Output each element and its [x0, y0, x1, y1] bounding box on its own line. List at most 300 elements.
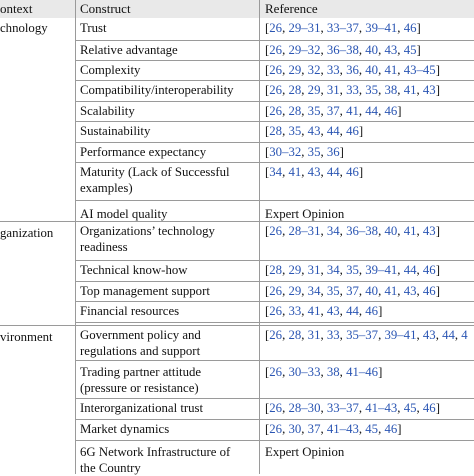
citation-link[interactable]: 33	[288, 304, 301, 318]
reference-text: ,	[282, 43, 288, 57]
reference-text: ,	[301, 145, 307, 159]
reference-text: ,	[301, 83, 307, 97]
header-construct: Construct	[80, 0, 131, 17]
citation-link[interactable]: 37	[327, 104, 340, 118]
citation-link[interactable]: 44	[404, 263, 417, 277]
citation-link[interactable]: 46	[384, 422, 397, 436]
reference-text: ]	[359, 165, 363, 179]
row-divider	[75, 360, 474, 361]
construct-cell	[80, 445, 230, 476]
construct-text: examples)	[80, 181, 230, 197]
reference-text: ,	[282, 165, 288, 179]
citation-link[interactable]: 36–38	[346, 224, 378, 238]
column-divider-reference	[259, 0, 260, 474]
construct-text: Trust	[80, 21, 107, 37]
header-context: ontext	[0, 0, 33, 17]
citation-link[interactable]: 28	[288, 328, 301, 342]
reference-text: ,	[340, 165, 346, 179]
reference-text: ,	[320, 224, 326, 238]
reference-text: ,	[340, 263, 346, 277]
reference-text: ,	[340, 63, 346, 77]
reference-text: ]	[416, 21, 420, 35]
citation-link[interactable]: 36	[327, 145, 340, 159]
citation-link[interactable]: 29	[288, 263, 301, 277]
citation-link[interactable]: 45	[365, 422, 378, 436]
citation-link[interactable]: 34	[327, 263, 340, 277]
citation-link[interactable]: 40	[365, 43, 378, 57]
citation-link[interactable]: 26	[269, 422, 282, 436]
row-divider	[75, 200, 474, 201]
citation-link[interactable]: 33	[327, 63, 340, 77]
context-label: ganization	[0, 226, 53, 242]
reference-text: ,	[359, 304, 365, 318]
citation-link[interactable]: 35	[308, 104, 321, 118]
citation-link[interactable]: 41	[308, 304, 321, 318]
row-divider	[75, 440, 474, 441]
reference-text: [	[265, 43, 269, 57]
column-divider-context	[75, 0, 76, 474]
citation-link[interactable]: 36	[346, 63, 359, 77]
construct-text: Technical know-how	[80, 263, 188, 279]
reference-text: ,	[378, 43, 384, 57]
citation-link[interactable]: 38	[327, 365, 340, 379]
citation-link[interactable]: 44	[442, 328, 455, 342]
reference-text: ,	[282, 263, 288, 277]
citation-link[interactable]: 29–32	[288, 43, 320, 57]
reference-text: ]	[359, 124, 363, 138]
reference-text: ,	[282, 328, 288, 342]
row-divider	[75, 60, 474, 61]
row-divider	[75, 322, 474, 323]
citation-link[interactable]: 26	[269, 304, 282, 318]
reference-cell	[265, 21, 421, 37]
group-divider	[0, 325, 474, 326]
citation-link[interactable]: 39–41	[384, 328, 416, 342]
citation-link[interactable]: 33–37	[327, 21, 359, 35]
reference-text: ,	[340, 224, 346, 238]
citation-link[interactable]: 35	[365, 83, 378, 97]
citation-link[interactable]: 46	[423, 401, 436, 415]
citation-link[interactable]: 43	[384, 43, 397, 57]
citation-link[interactable]: 41–43	[365, 401, 397, 415]
citation-link[interactable]: 46	[346, 165, 359, 179]
citation-link[interactable]: 31	[327, 83, 340, 97]
citation-link[interactable]: 31	[308, 328, 321, 342]
construct-cell	[80, 43, 178, 59]
row-divider	[75, 260, 474, 261]
reference-text: ,	[340, 328, 346, 342]
reference-text: ]	[436, 224, 440, 238]
construct-text: Market dynamics	[80, 422, 169, 438]
citation-link[interactable]: 41	[384, 284, 397, 298]
reference-text: ,	[320, 328, 326, 342]
citation-link[interactable]: 31	[308, 263, 321, 277]
construct-cell	[80, 328, 201, 359]
reference-text: [	[265, 224, 269, 238]
citation-link[interactable]: 34	[308, 284, 321, 298]
row-divider	[75, 221, 474, 222]
citation-link[interactable]: 43–45	[404, 63, 436, 77]
construct-text: (pressure or resistance)	[80, 381, 201, 397]
reference-text: ,	[359, 43, 365, 57]
reference-text: ,	[320, 284, 326, 298]
reference-text: ,	[340, 284, 346, 298]
header-reference: Reference	[265, 0, 318, 17]
reference-text: ,	[378, 328, 384, 342]
citation-link[interactable]: 26	[269, 328, 282, 342]
context-label: vironment	[0, 330, 53, 346]
reference-text: ,	[301, 63, 307, 77]
row-divider	[75, 398, 474, 399]
citation-link[interactable]: 26	[269, 21, 282, 35]
reference-text: ]	[378, 365, 382, 379]
citation-link[interactable]: 43	[327, 304, 340, 318]
reference-text: ,	[340, 365, 346, 379]
construct-text: readiness	[80, 240, 215, 256]
construct-cell	[80, 365, 201, 396]
citation-link[interactable]: 37	[346, 284, 359, 298]
construct-cell	[80, 422, 169, 438]
construct-cell	[80, 263, 188, 279]
construct-text: Interorganizational trust	[80, 401, 203, 417]
reference-text: [	[265, 284, 269, 298]
reference-text: ,	[282, 401, 288, 415]
reference-text: ,	[378, 83, 384, 97]
reference-text: ,	[320, 145, 326, 159]
reference-cell	[265, 401, 440, 417]
citation-link[interactable]: 46	[384, 104, 397, 118]
reference-text: ,	[282, 124, 288, 138]
citation-link[interactable]: 34	[269, 165, 282, 179]
reference-cell	[265, 263, 440, 279]
citation-link[interactable]: 34	[327, 224, 340, 238]
construct-text: the Country	[80, 461, 230, 476]
construct-text: Compatibility/interoperability	[80, 83, 234, 99]
reference-text: ,	[301, 304, 307, 318]
reference-text: ,	[340, 83, 346, 97]
citation-link[interactable]: 28–31	[288, 224, 320, 238]
citation-link[interactable]: 41–43	[327, 422, 359, 436]
reference-text: [	[265, 21, 269, 35]
reference-text: [	[265, 145, 269, 159]
reference-text: ,	[282, 104, 288, 118]
construct-text: 6G Network Infrastructure of	[80, 445, 230, 461]
citation-link[interactable]: 29–31	[288, 21, 320, 35]
citation-link[interactable]: 35	[288, 124, 301, 138]
citation-link[interactable]: 43	[423, 328, 436, 342]
construct-cell	[80, 165, 230, 196]
reference-text: ,	[282, 63, 288, 77]
reference-cell	[265, 422, 402, 438]
reference-text: [	[265, 304, 269, 318]
citation-link[interactable]: 30	[288, 422, 301, 436]
reference-text: ,	[359, 104, 365, 118]
citation-link[interactable]: 28	[288, 83, 301, 97]
construct-text: Sustainability	[80, 124, 150, 140]
citation-link[interactable]: 26	[269, 43, 282, 57]
citation-link[interactable]: 26	[269, 224, 282, 238]
reference-cell	[265, 365, 382, 381]
reference-text: ,	[397, 21, 403, 35]
reference-text: ,	[359, 63, 365, 77]
reference-text: ,	[282, 365, 288, 379]
citation-link[interactable]: 46	[404, 21, 417, 35]
citation-link[interactable]: 29	[288, 284, 301, 298]
reference-text: ,	[416, 401, 422, 415]
reference-text: ,	[320, 43, 326, 57]
reference-text: ,	[359, 422, 365, 436]
citation-link[interactable]: 43	[308, 124, 321, 138]
citation-link[interactable]: 41–46	[346, 365, 378, 379]
construct-cell	[80, 224, 215, 255]
citation-link[interactable]: 46	[423, 263, 436, 277]
reference-text: ,	[320, 63, 326, 77]
reference-text: ,	[397, 224, 403, 238]
citation-link[interactable]: 44	[346, 304, 359, 318]
construct-text: AI model quality	[80, 207, 167, 223]
reference-text: [	[265, 365, 269, 379]
reference-text: ,	[282, 224, 288, 238]
citation-link[interactable]: 41	[288, 165, 301, 179]
citation-link[interactable]: 26	[269, 401, 282, 415]
reference-text: ,	[436, 328, 442, 342]
reference-text: ,	[282, 304, 288, 318]
reference-text: ,	[340, 104, 346, 118]
reference-text: ,	[416, 263, 422, 277]
construct-text: Scalability	[80, 104, 135, 120]
citation-link[interactable]: 30–33	[288, 365, 320, 379]
construct-text: Performance expectancy	[80, 145, 206, 161]
citation-link[interactable]: 39–41	[365, 263, 397, 277]
construct-cell	[80, 63, 140, 79]
reference-text: ]	[436, 401, 440, 415]
citation-link[interactable]: 41	[404, 83, 417, 97]
reference-text: Expert Opinion	[265, 445, 344, 459]
construct-cell	[80, 145, 206, 161]
reference-text: ]	[436, 263, 440, 277]
reference-text: ,	[282, 83, 288, 97]
citation-link[interactable]: 30–32	[269, 145, 301, 159]
citation-link[interactable]: 44	[327, 124, 340, 138]
citation-link[interactable]: 26	[269, 284, 282, 298]
reference-text: ,	[378, 224, 384, 238]
reference-text: ,	[397, 263, 403, 277]
citation-link[interactable]: 43	[423, 83, 436, 97]
row-divider	[75, 142, 474, 143]
reference-cell	[265, 145, 344, 161]
context-label: chnology	[0, 21, 48, 37]
reference-text: ,	[359, 21, 365, 35]
citation-link[interactable]: 44	[327, 165, 340, 179]
reference-cell	[265, 63, 440, 79]
construct-text: Organizations’ technology	[80, 224, 215, 240]
citation-link[interactable]: 45	[404, 43, 417, 57]
reference-text: ]	[416, 43, 420, 57]
citation-link[interactable]: 39–41	[365, 21, 397, 35]
reference-text: ,	[416, 224, 422, 238]
reference-text: ,	[340, 124, 346, 138]
reference-text: ,	[282, 422, 288, 436]
reference-cell	[265, 165, 363, 181]
citation-link[interactable]: 33–37	[327, 401, 359, 415]
reference-text: ]	[436, 83, 440, 97]
construct-text: Complexity	[80, 63, 140, 79]
reference-text: [	[265, 63, 269, 77]
citation-link[interactable]: 43	[404, 284, 417, 298]
citation-link[interactable]: 29	[288, 63, 301, 77]
construct-cell	[80, 284, 210, 300]
reference-text: [	[265, 165, 269, 179]
construct-text: Financial resources	[80, 304, 179, 320]
reference-cell	[265, 445, 344, 461]
citation-link[interactable]: 41	[346, 104, 359, 118]
construct-text: Top management support	[80, 284, 210, 300]
citation-link[interactable]: 33	[327, 328, 340, 342]
citation-link[interactable]: 46	[423, 284, 436, 298]
citation-link[interactable]: 43	[423, 224, 436, 238]
citation-link[interactable]: 32	[308, 63, 321, 77]
row-divider	[75, 80, 474, 81]
reference-text: ,	[320, 124, 326, 138]
row-divider	[75, 301, 474, 302]
reference-text: ,	[359, 284, 365, 298]
construct-text: Trading partner attitude	[80, 365, 201, 381]
citation-link[interactable]: 33	[346, 83, 359, 97]
construct-text: Government policy and	[80, 328, 201, 344]
table-header	[0, 0, 474, 18]
citation-link[interactable]: 40	[384, 224, 397, 238]
reference-text: ]	[436, 284, 440, 298]
row-divider	[75, 162, 474, 163]
reference-text: ,	[320, 165, 326, 179]
row-divider	[75, 40, 474, 41]
reference-text: ]	[397, 104, 401, 118]
reference-text: ,	[378, 63, 384, 77]
reference-text: [	[265, 83, 269, 97]
reference-text: ,	[320, 304, 326, 318]
reference-text: ,	[359, 83, 365, 97]
construct-cell	[80, 21, 107, 37]
reference-text: Expert Opinion	[265, 207, 344, 221]
reference-text: [	[265, 401, 269, 415]
reference-cell	[265, 284, 440, 300]
reference-text: ,	[378, 422, 384, 436]
row-divider	[75, 419, 474, 420]
reference-text: ,	[320, 365, 326, 379]
reference-text: ,	[397, 43, 403, 57]
reference-text: ,	[359, 263, 365, 277]
row-divider	[75, 121, 474, 122]
citation-link[interactable]: 28	[269, 124, 282, 138]
reference-text: ]	[340, 145, 344, 159]
reference-text: ,	[301, 422, 307, 436]
reference-text: ,	[320, 21, 326, 35]
citation-link[interactable]: 28	[288, 104, 301, 118]
reference-text: [	[265, 124, 269, 138]
reference-text: ]	[436, 63, 440, 77]
reference-text: ,	[301, 124, 307, 138]
reference-text: ]	[378, 304, 382, 318]
reference-text: ]	[397, 422, 401, 436]
citation-link[interactable]: 41	[404, 224, 417, 238]
reference-text: ,	[455, 328, 461, 342]
citation-link[interactable]: 28–30	[288, 401, 320, 415]
row-divider	[75, 101, 474, 102]
construct-text: Relative advantage	[80, 43, 178, 59]
citation-link[interactable]: 40	[365, 284, 378, 298]
reference-cell	[265, 328, 468, 344]
citation-link[interactable]: 38	[384, 83, 397, 97]
reference-text: ,	[282, 21, 288, 35]
reference-text: ,	[378, 284, 384, 298]
citation-link[interactable]: 36–38	[327, 43, 359, 57]
citation-link[interactable]: 45	[404, 401, 417, 415]
construct-cell	[80, 304, 179, 320]
citation-link[interactable]: 40	[365, 63, 378, 77]
reference-text: ,	[320, 263, 326, 277]
citation-link[interactable]: 35	[346, 263, 359, 277]
citation-link[interactable]: 46	[365, 304, 378, 318]
citation-link[interactable]: 44	[365, 104, 378, 118]
reference-text: ,	[320, 422, 326, 436]
reference-text: ,	[340, 304, 346, 318]
reference-text: ,	[397, 83, 403, 97]
reference-text: ,	[282, 284, 288, 298]
citation-link[interactable]: 28	[269, 263, 282, 277]
reference-text: ,	[301, 328, 307, 342]
reference-text: ,	[301, 104, 307, 118]
citation-link[interactable]: 35–37	[346, 328, 378, 342]
reference-cell	[265, 104, 402, 120]
row-divider	[75, 281, 474, 282]
construct-cell	[80, 401, 203, 417]
construct-cell	[80, 104, 135, 120]
reference-text: ,	[416, 83, 422, 97]
reference-text: ,	[359, 401, 365, 415]
reference-text: [	[265, 263, 269, 277]
reference-cell	[265, 83, 440, 99]
citation-link[interactable]: 26	[269, 63, 282, 77]
reference-text: ,	[320, 104, 326, 118]
citation-link[interactable]: 26	[269, 83, 282, 97]
reference-text: ,	[397, 401, 403, 415]
citation-link[interactable]: 4	[461, 328, 467, 342]
construct-cell	[80, 124, 150, 140]
citation-link[interactable]: 41	[384, 63, 397, 77]
reference-cell	[265, 304, 382, 320]
citation-link[interactable]: 26	[269, 104, 282, 118]
reference-text: [	[265, 328, 269, 342]
citation-link[interactable]: 26	[269, 365, 282, 379]
construct-text: regulations and support	[80, 344, 201, 360]
reference-text: ,	[397, 63, 403, 77]
citation-link[interactable]: 46	[346, 124, 359, 138]
reference-text: ,	[301, 263, 307, 277]
citation-link[interactable]: 43	[308, 165, 321, 179]
citation-link[interactable]: 35	[308, 145, 321, 159]
citation-link[interactable]: 35	[327, 284, 340, 298]
reference-text: ,	[320, 401, 326, 415]
construct-text: Maturity (Lack of Successful	[80, 165, 230, 181]
citation-link[interactable]: 29	[308, 83, 321, 97]
reference-cell	[265, 43, 421, 59]
reference-cell	[265, 124, 363, 140]
reference-text: [	[265, 422, 269, 436]
reference-text: [	[265, 104, 269, 118]
reference-text: ,	[416, 284, 422, 298]
citation-link[interactable]: 37	[308, 422, 321, 436]
reference-text: ,	[320, 83, 326, 97]
